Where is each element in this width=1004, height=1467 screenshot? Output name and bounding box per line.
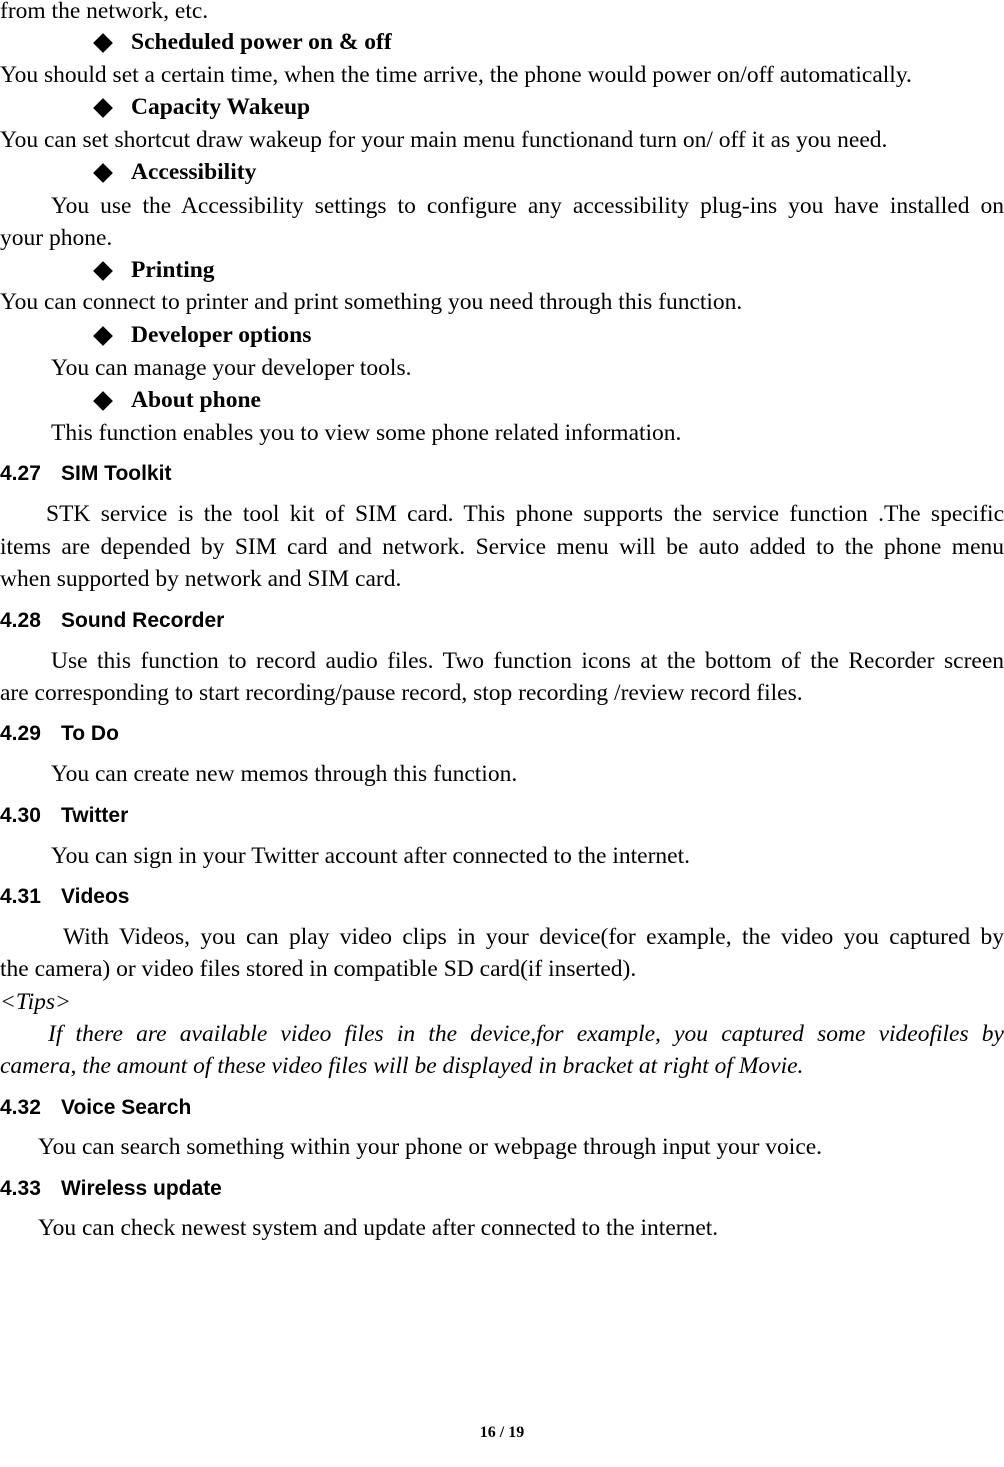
section-number: 4.32 [0, 1096, 41, 1119]
bullet-body: You can set shortcut draw wakeup for your main menu functionand turn on/ off it as you need. [0, 127, 888, 153]
tips-body: camera, the amount of these video files will be displayed in bracket at right of Movie. [0, 1053, 804, 1079]
diamond-bullet-icon [93, 33, 113, 53]
section-heading-wireless-update [0, 1178, 222, 1199]
tips-body: If there are available video files in the device,for example, you captured some videofiles by [48, 1021, 1004, 1047]
diamond-bullet-icon [93, 98, 113, 118]
continuation-text: from the network, etc. [0, 0, 209, 24]
section-body: With Videos, you can play video clips in your device(for example, the video you captured by [63, 924, 1004, 950]
bullet-title: Printing [131, 257, 215, 283]
page-number: 16 / 19 [479, 1424, 525, 1441]
bullet-title: Scheduled power on & off [131, 29, 392, 55]
section-heading-voice-search [0, 1097, 191, 1118]
diamond-bullet-icon [93, 391, 113, 411]
bullet-body: You should set a certain time, when the time arrive, the phone would power on/off automatically. [0, 62, 912, 88]
bullet-title: Capacity Wakeup [131, 94, 311, 120]
section-title: Wireless update [61, 1177, 222, 1200]
section-number: 4.29 [0, 722, 41, 745]
section-title: Sound Recorder [61, 609, 225, 632]
section-heading-videos [0, 886, 129, 907]
section-number: 4.27 [0, 462, 41, 485]
section-heading-sound-recorder [0, 610, 224, 631]
section-body: You can check newest system and update after connected to the internet. [38, 1215, 719, 1241]
section-heading-twitter [0, 805, 128, 826]
section-body: You can create new memos through this function. [51, 761, 518, 787]
section-body: Use this function to record audio files. Two function icons at the bottom of the Recorder screen [51, 648, 1004, 674]
section-title: Twitter [61, 804, 129, 827]
section-number: 4.31 [0, 885, 41, 908]
section-body: the camera) or video files stored in compatible SD card(if inserted). [0, 956, 637, 982]
section-title: To Do [61, 722, 119, 745]
bullet-title: About phone [131, 387, 261, 413]
bullet-body: You can manage your developer tools. [51, 355, 412, 381]
section-number: 4.30 [0, 804, 41, 827]
section-body: when supported by network and SIM card. [0, 566, 402, 592]
section-heading-to-do [0, 723, 119, 744]
tips-label: <Tips> [0, 989, 71, 1015]
diamond-bullet-icon [93, 163, 113, 183]
diamond-bullet-icon [93, 261, 113, 281]
section-body: You can search something within your phone or webpage through input your voice. [38, 1134, 823, 1160]
bullet-body: This function enables you to view some phone related information. [51, 420, 682, 446]
bullet-body: You can connect to printer and print something you need through this function. [0, 289, 743, 315]
section-body: items are depended by SIM card and network. Service menu will be auto added to the phone menu [0, 534, 1004, 560]
section-title: Videos [61, 885, 130, 908]
section-body: STK service is the tool kit of SIM card. This phone supports the service function .The specific [46, 501, 1004, 527]
section-number: 4.28 [0, 609, 41, 632]
section-heading-sim-toolkit [0, 463, 171, 484]
bullet-title: Developer options [131, 322, 312, 348]
bullet-title: Accessibility [131, 159, 257, 185]
bullet-body: You use the Accessibility settings to configure any accessibility plug-ins you have installed on [51, 193, 1004, 219]
diamond-bullet-icon [93, 326, 113, 346]
section-title: SIM Toolkit [61, 462, 172, 485]
section-number: 4.33 [0, 1177, 41, 1200]
section-body: are corresponding to start recording/pause record, stop recording /review record files. [0, 680, 803, 706]
section-body: You can sign in your Twitter account after connected to the internet. [51, 843, 690, 869]
bullet-body: your phone. [0, 225, 113, 251]
section-title: Voice Search [61, 1096, 192, 1119]
